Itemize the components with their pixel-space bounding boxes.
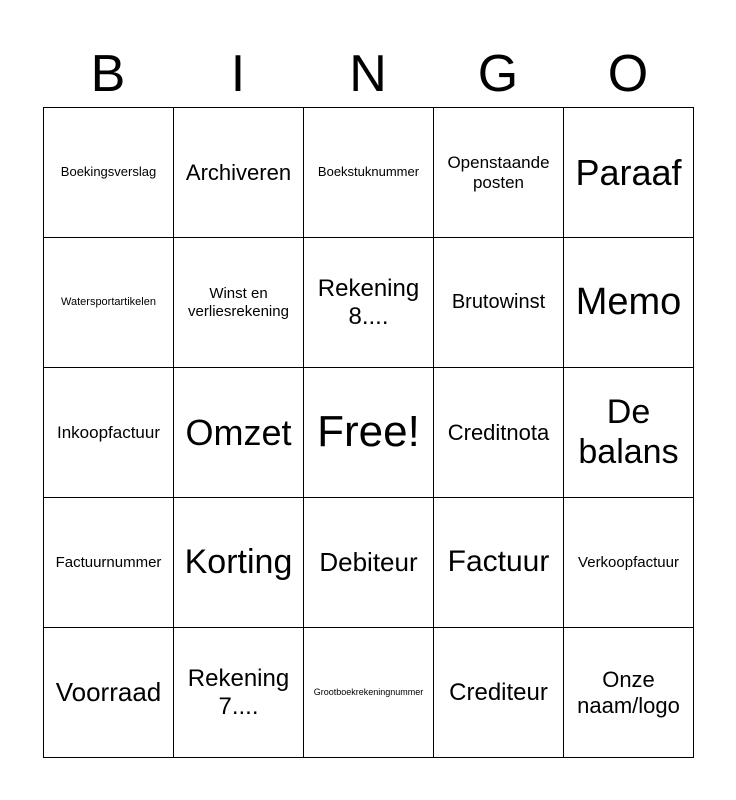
bingo-cell[interactable]: Grootboekrekeningnummer	[304, 628, 434, 758]
bingo-board	[43, 107, 694, 758]
header-letter-i: I	[230, 45, 246, 103]
bingo-header	[43, 40, 693, 108]
header-letter-n: N	[349, 45, 387, 103]
bingo-cell[interactable]: Openstaande posten	[434, 108, 564, 238]
bingo-cell[interactable]: Paraaf	[564, 108, 694, 238]
bingo-cell[interactable]: Inkoopfactuur	[44, 368, 174, 498]
header-letter-g: G	[477, 45, 519, 103]
bingo-cell[interactable]: Watersportartikelen	[44, 238, 174, 368]
bingo-cell[interactable]: Crediteur	[434, 628, 564, 758]
bingo-cell[interactable]: Factuurnummer	[44, 498, 174, 628]
header-letter-b: B	[90, 45, 126, 103]
bingo-cell[interactable]: Rekening 8....	[304, 238, 434, 368]
bingo-cell[interactable]: Debiteur	[304, 498, 434, 628]
bingo-cell[interactable]: Rekening 7....	[174, 628, 304, 758]
bingo-cell[interactable]: Memo	[564, 238, 694, 368]
bingo-cell[interactable]: Omzet	[174, 368, 304, 498]
header-letter-o: O	[607, 45, 649, 103]
bingo-cell[interactable]: Onze naam/logo	[564, 628, 694, 758]
bingo-cell[interactable]: Boekstuknummer	[304, 108, 434, 238]
bingo-cell[interactable]: Boekingsverslag	[44, 108, 174, 238]
bingo-cell[interactable]: Factuur	[434, 498, 564, 628]
bingo-cell[interactable]: Voorraad	[44, 628, 174, 758]
bingo-cell[interactable]: Verkoopfactuur	[564, 498, 694, 628]
bingo-cell[interactable]: De balans	[564, 368, 694, 498]
bingo-cell[interactable]: Archiveren	[174, 108, 304, 238]
bingo-cell[interactable]: Brutowinst	[434, 238, 564, 368]
bingo-cell[interactable]: Winst en verliesrekening	[174, 238, 304, 368]
bingo-cell[interactable]: Korting	[174, 498, 304, 628]
free-space-cell[interactable]: Free!	[304, 368, 434, 498]
bingo-cell[interactable]: Creditnota	[434, 368, 564, 498]
